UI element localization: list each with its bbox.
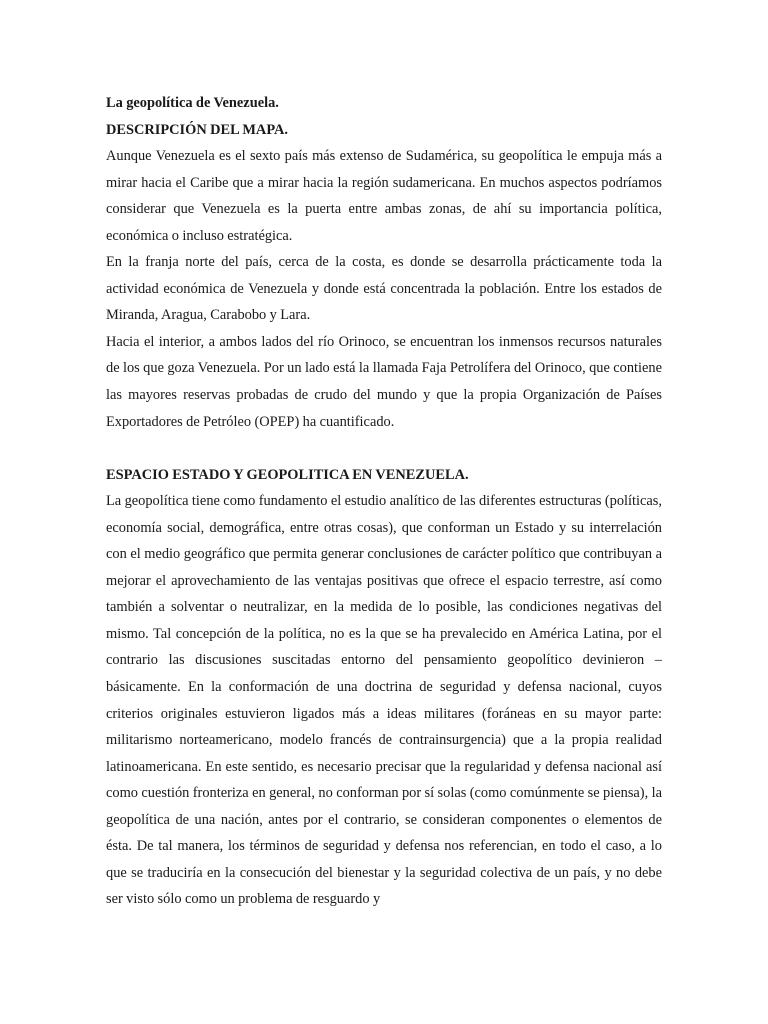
section-heading-espacio-estado: ESPACIO ESTADO Y GEOPOLITICA EN VENEZUELA.	[106, 466, 469, 483]
paragraph: En la franja norte del país, cerca de la costa, es donde se desarrolla prácticamente toda la actividad económica de Venezuela y donde está concentrada la población. Entre los estados de Miranda, Aragua, Carabobo y Lara.	[106, 254, 662, 324]
section-spacer	[106, 435, 662, 462]
paragraph: Hacia el interior, a ambos lados del río Orinoco, se encuentran los inmensos recursos naturales de los que goza Venezuela. Por un lado está la llamada Faja Petrolífera del Orinoco, que contiene las mayores reservas probadas de crudo del mundo y que la propia Organización de Países Exportadores de Petróleo (OPEP) ha cuantificado.	[106, 333, 662, 430]
paragraph: La geopolítica tiene como fundamento el estudio analítico de las diferentes estructuras (políticas, economía social, demográfica, entre otras cosas), que conforman un Estado y su interrelación con el medio geográfico que permita generar conclusiones de carácter político que contribuyan a mejorar el aprovechamiento de las ventajas positivas que ofrece el espacio terrestre, así como también a solventar o neutralizar, en la medida de lo posible, las condiciones negativas del mismo. Tal concepción de la política, no es la que se ha prevalecido en América Latina, por el contrario las discusiones suscitadas entorno del pensamiento geopolítico devinieron – básicamente. En la conformación de una doctrina de seguridad y defensa nacional, cuyos criterios originales estuvieron ligados más a ideas militares (foráneas en su mayor parte: militarismo norteamericano, modelo francés de contrainsurgencia) que a la propia realidad latinoamericana. En este sentido, es necesario precisar que la regularidad y defensa nacional así como cuestión fronteriza en general, no conforman por sí solas (como comúnmente se piensa), la geopolítica de una nación, antes por el contrario, se consideran componentes o elementos de ésta. De tal manera, los términos de seguridad y defensa nos referencian, en todo el caso, a lo que se traduciría en la consecución del bienestar y la seguridad colectiva de un país, y no debe ser visto sólo como un problema de resguardo y	[106, 493, 662, 908]
section-heading-descripcion: DESCRIPCIÓN DEL MAPA.	[106, 121, 289, 138]
document-title: La geopolítica de Venezuela.	[106, 95, 279, 111]
document-body	[106, 90, 662, 913]
paragraph: Aunque Venezuela es el sexto país más extenso de Sudamérica, su geopolítica le empuja más a mirar hacia el Caribe que a mirar hacia la región sudamericana. En muchos aspectos podríamos considerar que Venezuela es la puerta entre ambas zonas, de ahí su importancia política, económica o incluso estratégica.	[106, 148, 662, 244]
